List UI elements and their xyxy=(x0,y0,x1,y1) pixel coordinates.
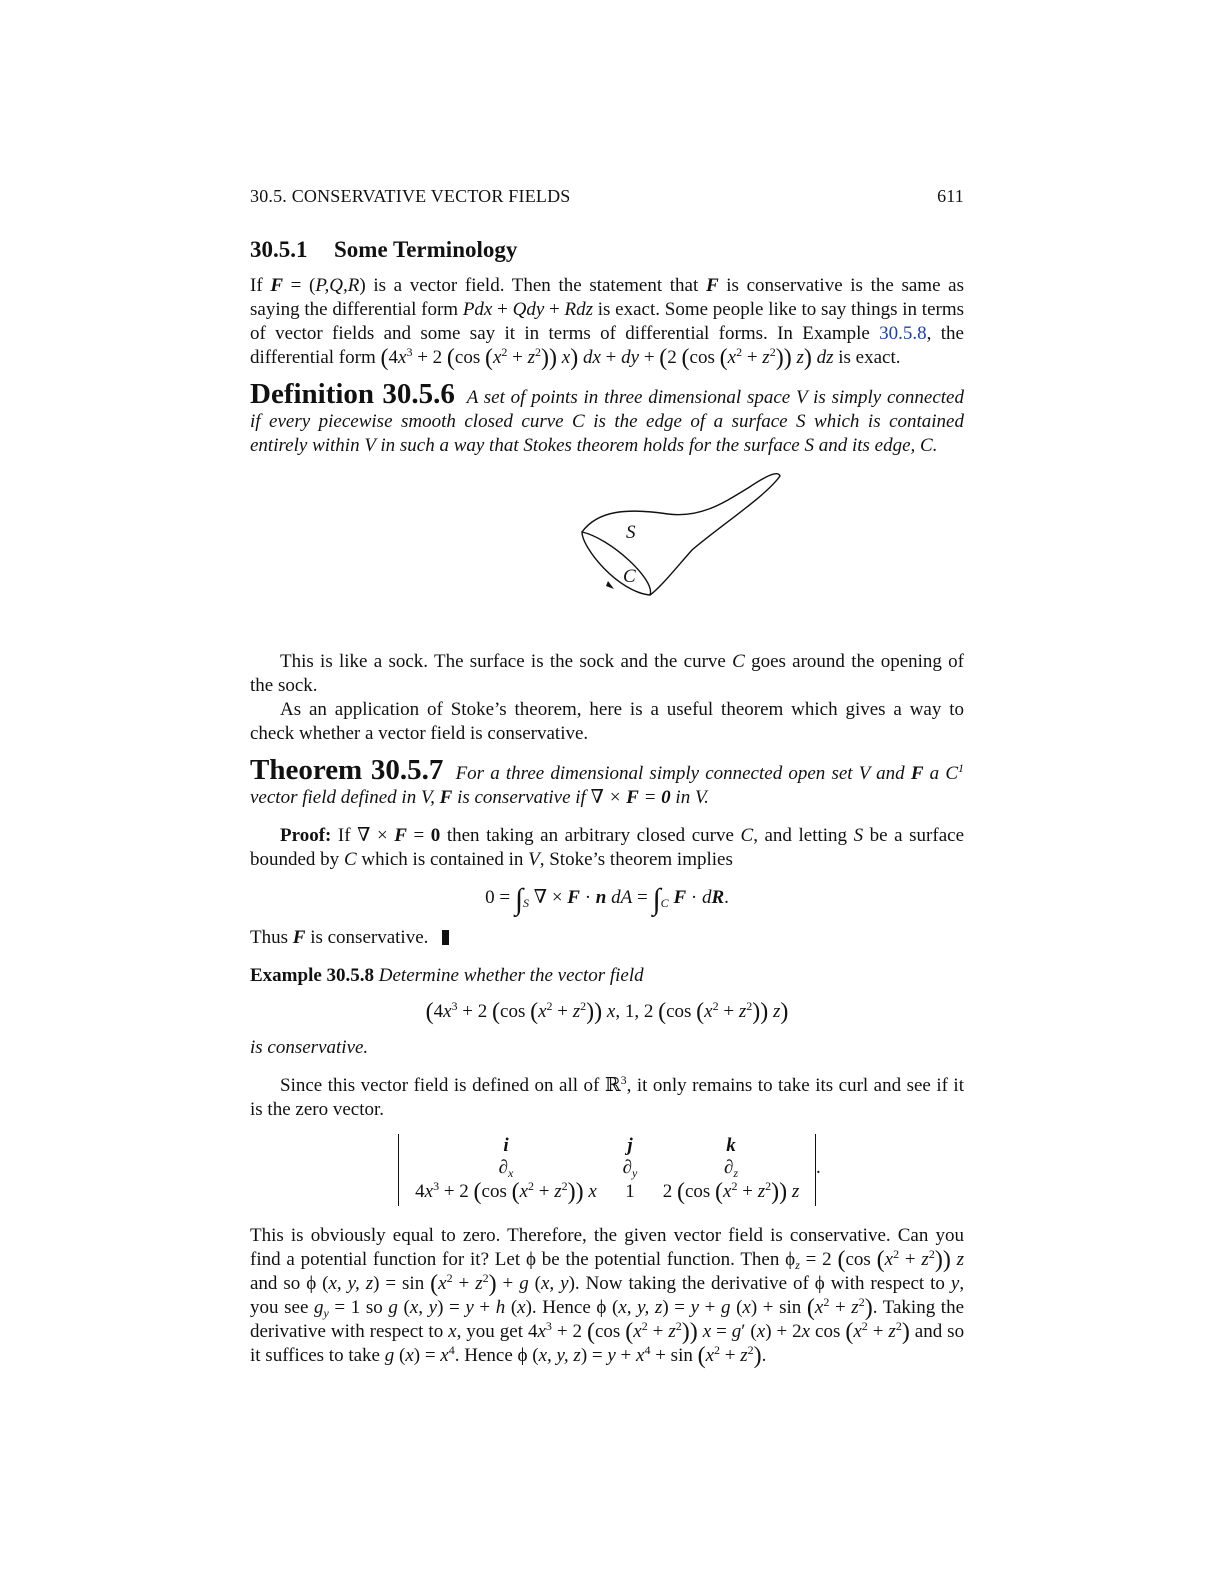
curl-determinant-block: i j k $\partial_x$ $\partial_y$ $\partial_z$ $4x^3 + 2$ (cos $(x^2 + z^2)$) x 1 2 (cos $(x^2 + z^2)$) z . xyxy=(250,1134,964,1218)
sock-paragraph: This is like a sock. The surface is the sock and the curve C goes around the opening of the sock. xyxy=(250,651,965,696)
example-reference-link[interactable]: 30.5.8 xyxy=(879,323,927,344)
conclusion-paragraph: This is obviously equal to zero. Therefore, the given vector field is conservative. Can you find a potential function for it? Let ϕ be the potential function. Then $\phi_z = 2$ (cos $(x^2 + z^2)$) z and so ϕ (x, y, $z) = \sin (x^2 + z^2) + g$ (x, y). Now taking the derivative of ϕ with respect to y, you see $g_y = 1$ so g (x, y) = y + h (x). Hence ϕ (x, y, z) = y + g $(x) + \sin (x^2 + z^2)$. Taking the derivative with respect to x, you get $4x^3 + 2$ (cos $(x^2 + z^2)$) x = g′ (x) + 2x $\cos (x^2 + z^2)$ and so it suffices to take g $(x) = x^4$. Hence ϕ (x, y, $z) = y + x^4 + \sin (x^2 + z^2)$. xyxy=(250,1225,965,1369)
since-paragraph: Since this vector field is defined on all of ℝ$^3$, it only remains to take its curl and see if it is the zero vector. xyxy=(250,1073,964,1120)
sock-diagram xyxy=(570,468,790,608)
curve-label-C: C xyxy=(623,566,636,587)
proof-paragraph: Proof: If ∇ × F = 0 then taking an arbitrary closed curve C, and letting S be a surface bounded by C which is contained in V, Stoke’s theorem implies xyxy=(250,825,965,870)
thus-paragraph: Thus F is conservative. xyxy=(250,926,964,950)
sock-figure xyxy=(250,468,964,650)
theorem-text: For a three dimensional simply connected open set V and F a $C^1$ vector field defined in V, F is conservative if ∇ × F = 0 in V. xyxy=(250,761,965,808)
definition-text: A set of points in three dimensional space V is simply connected if every piecewise smooth closed curve C is the edge of a surface S which is contained entirely within V in such a way that Stokes theorem holds for the surface S and its edge, C. xyxy=(250,387,964,456)
stokes-equation: $0 = \int_S$ ∇ × F · n dA = $\int_C$ F · dR. xyxy=(485,883,729,916)
section-title: 30.5. CONSERVATIVE VECTOR FIELDS xyxy=(250,186,571,206)
page xyxy=(250,180,964,1368)
terminology-paragraph: If F = (P,Q,R) is a vector field. Then the statement that F is conservative is the same as saying the differential form Pdx + Qdy + Rdz is exact. Some people like to say things in terms of vector fields and some say it in terms of differential forms. In Example 30.5.8, the differential form ($4x^3 + 2$ (cos $(x^2 + z^2)$) x) dx + dy + (2 (cos $(x^2 + z^2)$) z) dz is exact. xyxy=(250,275,965,371)
subsection-heading xyxy=(250,236,964,264)
surface-label-S: S xyxy=(626,522,636,543)
is-conservative-text: is conservative. xyxy=(250,1037,369,1058)
subsection-number: 30.5.1 xyxy=(250,237,308,262)
sock-surface-outline xyxy=(582,474,780,595)
curl-determinant: i j k $\partial_x$ $\partial_y$ $\partial_z$ $4x^3 + 2$ (cos $(x^2 + z^2)$) x 1 2 (cos $(x^2 + z^2)$) z xyxy=(398,1134,816,1206)
application-paragraph: As an application of Stoke’s theorem, here is a useful theorem which gives a way to check whether a vector field is conservative. xyxy=(250,699,964,744)
qed-symbol xyxy=(442,930,449,945)
example-paragraph xyxy=(250,964,964,988)
definition-label: Definition 30.5.6 xyxy=(250,378,455,410)
vector-field-equation: ($4x^3 + 2$ (cos $(x^2 + z^2)$) x, 1, 2 (cos $(x^2 + z^2)$) z) xyxy=(425,999,789,1025)
theorem-block xyxy=(250,754,965,810)
subsection-title: Some Terminology xyxy=(334,237,518,262)
proof-label: Proof: xyxy=(280,825,332,846)
page-number: 611 xyxy=(937,186,964,206)
curve-direction-arrow xyxy=(606,581,614,589)
sock-opening-curve xyxy=(582,532,651,595)
running-head xyxy=(250,180,964,210)
definition-block xyxy=(250,378,964,458)
example-statement: Determine whether the vector field xyxy=(378,965,644,986)
theorem-label: Theorem 30.5.7 xyxy=(250,754,444,786)
example-label: Example 30.5.8 xyxy=(250,965,375,986)
